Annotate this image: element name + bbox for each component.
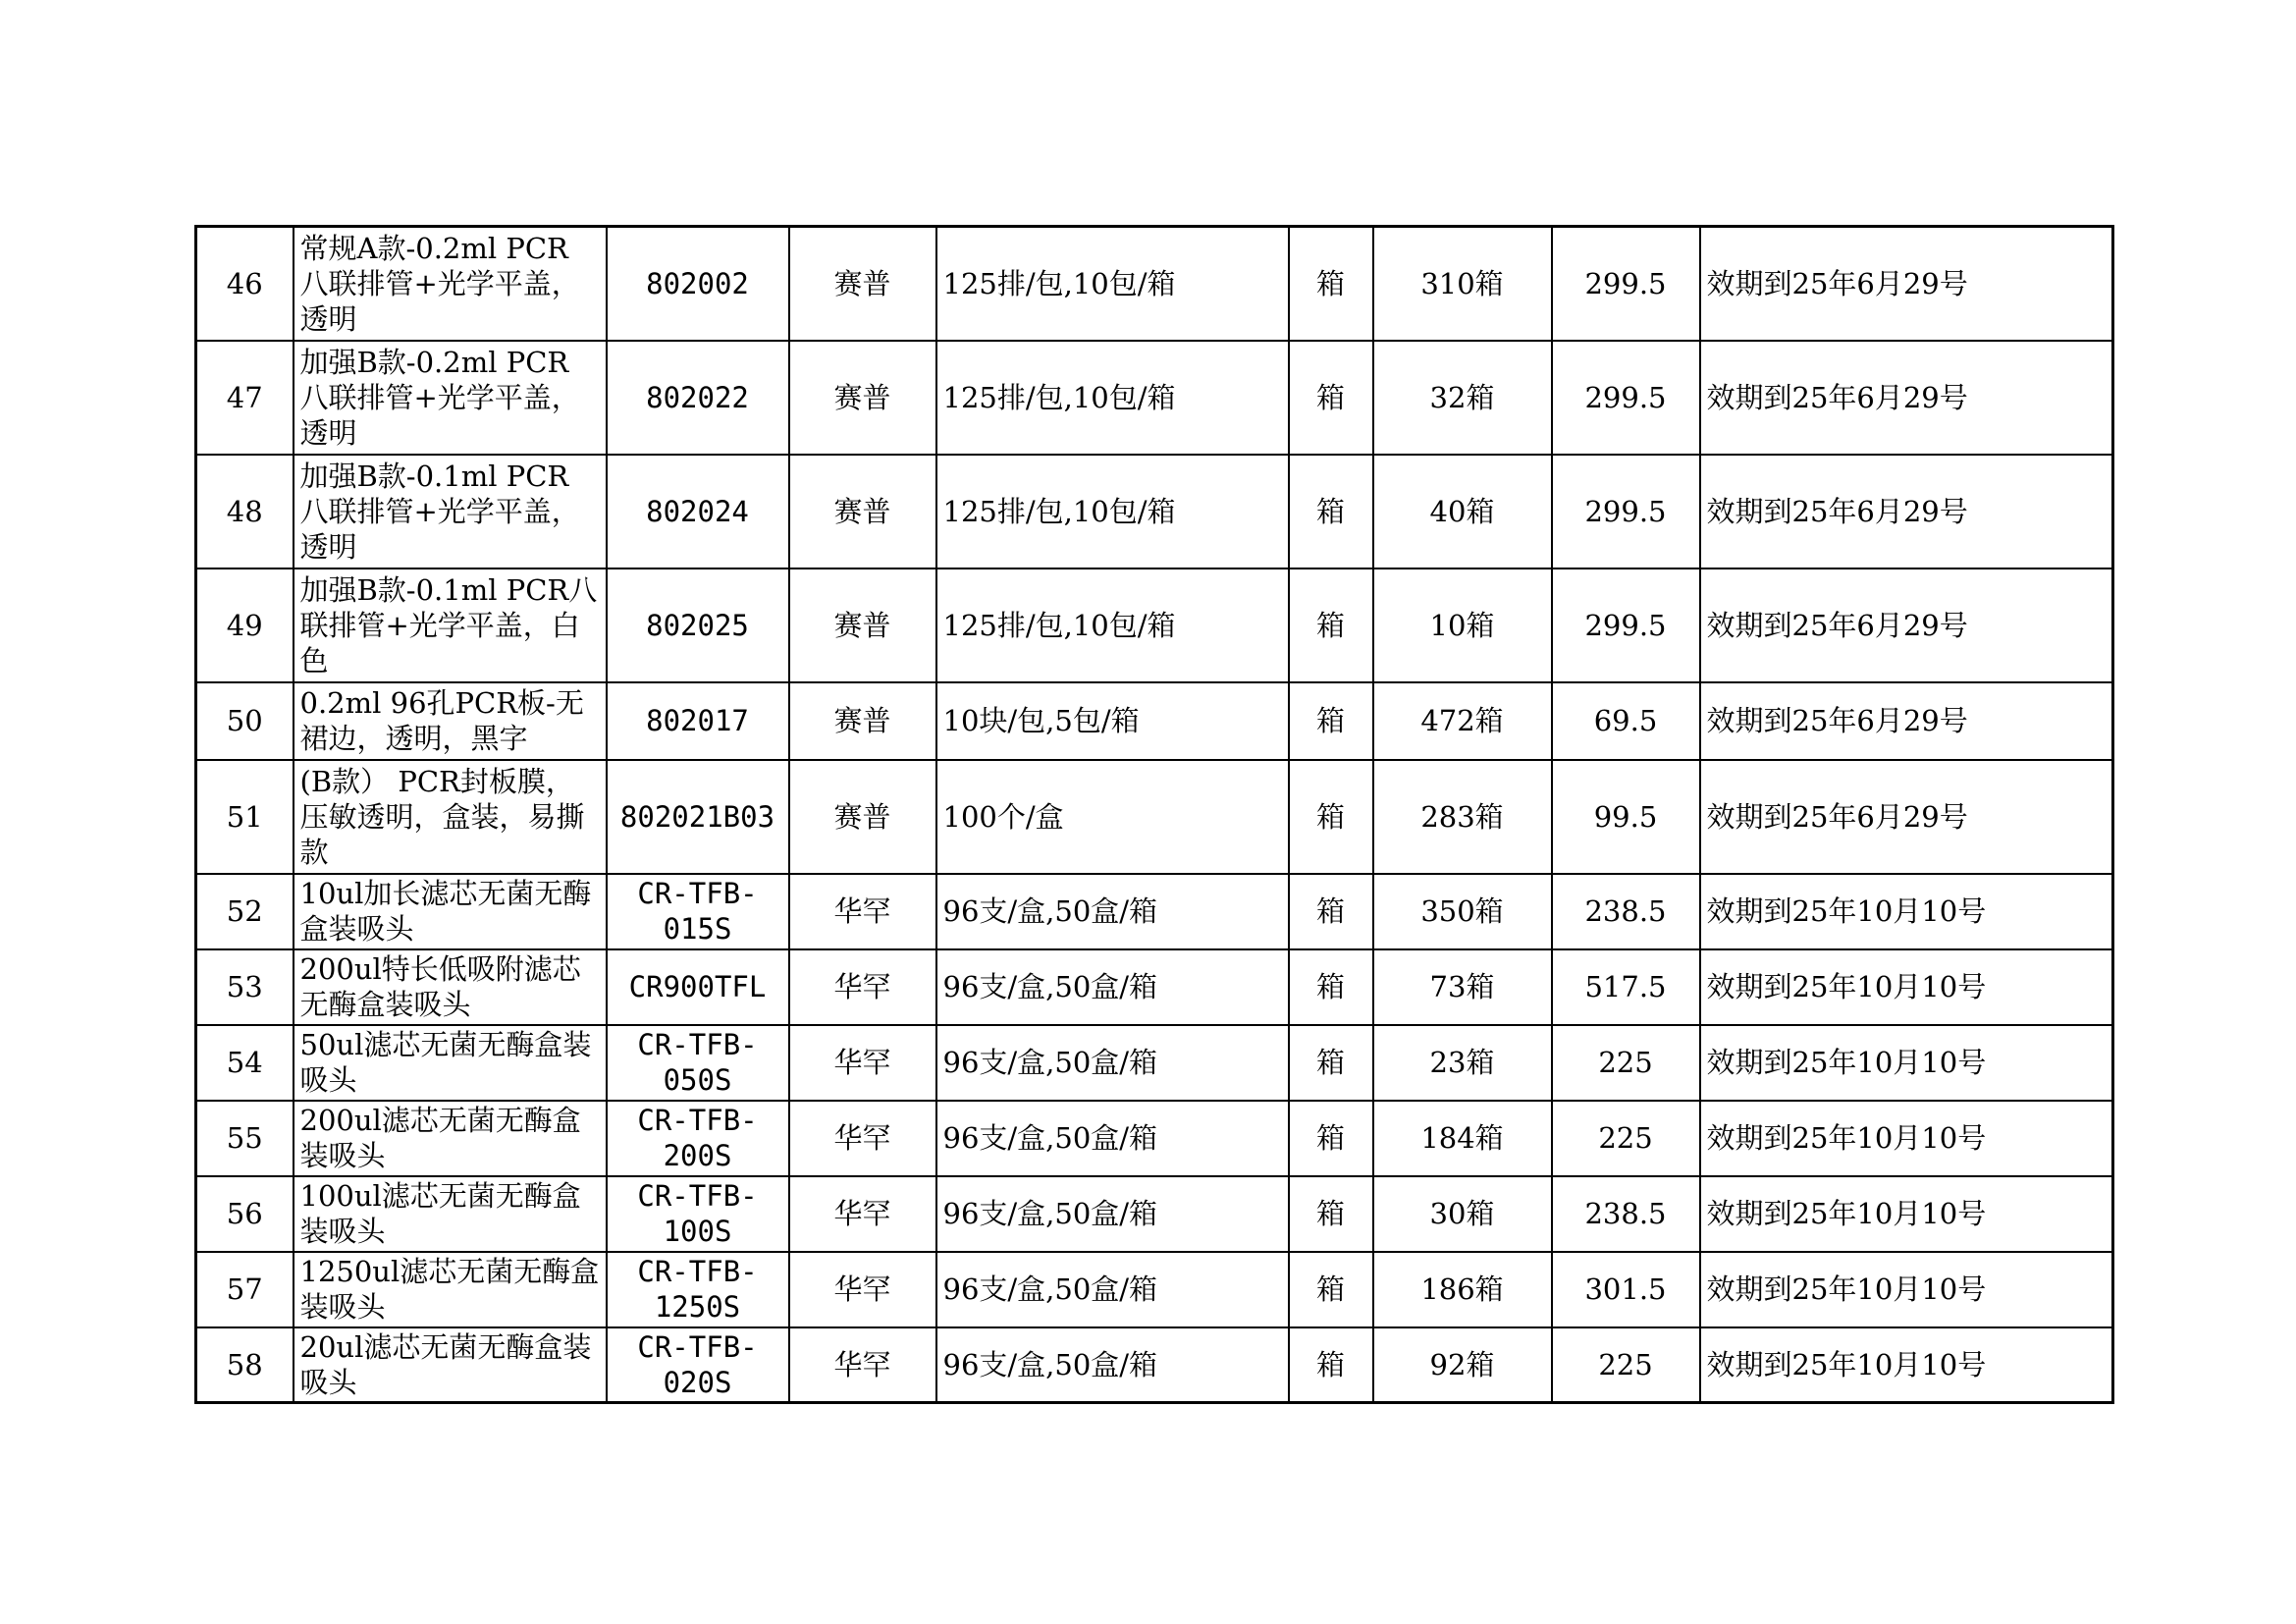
price: 299.5 xyxy=(1552,227,1700,341)
unit: 箱 xyxy=(1289,341,1373,455)
unit: 箱 xyxy=(1289,760,1373,874)
row-number: 55 xyxy=(196,1101,294,1176)
product-code: 802024 xyxy=(607,455,789,568)
price: 299.5 xyxy=(1552,341,1700,455)
row-number: 50 xyxy=(196,682,294,760)
product-name: (B款） PCR封板膜，压敏透明，盒装，易撕款 xyxy=(294,760,607,874)
product-name: 加强B款-0.2ml PCR 八联排管+光学平盖，透明 xyxy=(294,341,607,455)
brand: 赛普 xyxy=(789,682,936,760)
brand: 赛普 xyxy=(789,341,936,455)
product-name: 100ul滤芯无菌无酶盒装吸头 xyxy=(294,1176,607,1252)
expiry-note: 效期到25年6月29号 xyxy=(1700,455,2113,568)
product-code: CR-TFB-050S xyxy=(607,1025,789,1101)
product-name: 200ul特长低吸附滤芯无酶盒装吸头 xyxy=(294,949,607,1025)
packaging-spec: 10块/包,5包/箱 xyxy=(936,682,1289,760)
quantity: 92箱 xyxy=(1373,1327,1552,1403)
row-number: 52 xyxy=(196,874,294,949)
table-row xyxy=(196,760,2113,874)
unit: 箱 xyxy=(1289,455,1373,568)
expiry-note: 效期到25年10月10号 xyxy=(1700,1327,2113,1403)
packaging-spec: 96支/盒,50盒/箱 xyxy=(936,1025,1289,1101)
quantity: 283箱 xyxy=(1373,760,1552,874)
product-name: 加强B款-0.1ml PCR八联排管+光学平盖，白色 xyxy=(294,568,607,682)
product-name: 常规A款-0.2ml PCR 八联排管+光学平盖，透明 xyxy=(294,227,607,341)
row-number: 46 xyxy=(196,227,294,341)
row-number: 53 xyxy=(196,949,294,1025)
product-code: CR-TFB-1250S xyxy=(607,1252,789,1327)
table-row xyxy=(196,568,2113,682)
price: 238.5 xyxy=(1552,1176,1700,1252)
price: 517.5 xyxy=(1552,949,1700,1025)
product-code: 802021B03 xyxy=(607,760,789,874)
row-number: 54 xyxy=(196,1025,294,1101)
price: 225 xyxy=(1552,1327,1700,1403)
unit: 箱 xyxy=(1289,1025,1373,1101)
brand: 华罕 xyxy=(789,1101,936,1176)
unit: 箱 xyxy=(1289,682,1373,760)
product-code: 802002 xyxy=(607,227,789,341)
packaging-spec: 125排/包,10包/箱 xyxy=(936,568,1289,682)
quantity: 350箱 xyxy=(1373,874,1552,949)
unit: 箱 xyxy=(1289,1101,1373,1176)
product-name: 1250ul滤芯无菌无酶盒装吸头 xyxy=(294,1252,607,1327)
brand: 华罕 xyxy=(789,1176,936,1252)
product-code: CR900TFL xyxy=(607,949,789,1025)
packaging-spec: 125排/包,10包/箱 xyxy=(936,227,1289,341)
table-row xyxy=(196,1101,2113,1176)
table-row xyxy=(196,1025,2113,1101)
row-number: 51 xyxy=(196,760,294,874)
table-row xyxy=(196,341,2113,455)
quantity: 30箱 xyxy=(1373,1176,1552,1252)
unit: 箱 xyxy=(1289,1327,1373,1403)
expiry-note: 效期到25年10月10号 xyxy=(1700,1101,2113,1176)
expiry-note: 效期到25年6月29号 xyxy=(1700,341,2113,455)
product-code: 802022 xyxy=(607,341,789,455)
expiry-note: 效期到25年6月29号 xyxy=(1700,760,2113,874)
unit: 箱 xyxy=(1289,1252,1373,1327)
packaging-spec: 96支/盒,50盒/箱 xyxy=(936,874,1289,949)
quantity: 472箱 xyxy=(1373,682,1552,760)
price: 69.5 xyxy=(1552,682,1700,760)
packaging-spec: 96支/盒,50盒/箱 xyxy=(936,1327,1289,1403)
expiry-note: 效期到25年6月29号 xyxy=(1700,227,2113,341)
product-name: 10ul加长滤芯无菌无酶盒装吸头 xyxy=(294,874,607,949)
price: 299.5 xyxy=(1552,455,1700,568)
packaging-spec: 96支/盒,50盒/箱 xyxy=(936,1101,1289,1176)
table-row xyxy=(196,949,2113,1025)
expiry-note: 效期到25年10月10号 xyxy=(1700,1252,2113,1327)
quantity: 32箱 xyxy=(1373,341,1552,455)
quantity: 310箱 xyxy=(1373,227,1552,341)
table-row xyxy=(196,227,2113,341)
unit: 箱 xyxy=(1289,949,1373,1025)
unit: 箱 xyxy=(1289,874,1373,949)
table-row xyxy=(196,874,2113,949)
brand: 赛普 xyxy=(789,227,936,341)
expiry-note: 效期到25年10月10号 xyxy=(1700,1025,2113,1101)
product-name: 加强B款-0.1ml PCR 八联排管+光学平盖，透明 xyxy=(294,455,607,568)
unit: 箱 xyxy=(1289,227,1373,341)
product-code: 802017 xyxy=(607,682,789,760)
row-number: 57 xyxy=(196,1252,294,1327)
brand: 华罕 xyxy=(789,1025,936,1101)
quantity: 40箱 xyxy=(1373,455,1552,568)
product-code: CR-TFB-100S xyxy=(607,1176,789,1252)
product-name: 50ul滤芯无菌无酶盒装吸头 xyxy=(294,1025,607,1101)
table-row xyxy=(196,682,2113,760)
product-code: CR-TFB-015S xyxy=(607,874,789,949)
unit: 箱 xyxy=(1289,568,1373,682)
inventory-table xyxy=(194,225,2114,1404)
product-code: 802025 xyxy=(607,568,789,682)
expiry-note: 效期到25年10月10号 xyxy=(1700,1176,2113,1252)
table-row xyxy=(196,1327,2113,1403)
packaging-spec: 125排/包,10包/箱 xyxy=(936,341,1289,455)
expiry-note: 效期到25年6月29号 xyxy=(1700,682,2113,760)
product-code: CR-TFB-200S xyxy=(607,1101,789,1176)
packaging-spec: 125排/包,10包/箱 xyxy=(936,455,1289,568)
brand: 华罕 xyxy=(789,874,936,949)
expiry-note: 效期到25年10月10号 xyxy=(1700,874,2113,949)
table-row xyxy=(196,455,2113,568)
price: 225 xyxy=(1552,1101,1700,1176)
price: 225 xyxy=(1552,1025,1700,1101)
brand: 赛普 xyxy=(789,455,936,568)
table-row xyxy=(196,1176,2113,1252)
packaging-spec: 96支/盒,50盒/箱 xyxy=(936,1252,1289,1327)
quantity: 10箱 xyxy=(1373,568,1552,682)
product-name: 200ul滤芯无菌无酶盒装吸头 xyxy=(294,1101,607,1176)
unit: 箱 xyxy=(1289,1176,1373,1252)
row-number: 47 xyxy=(196,341,294,455)
quantity: 184箱 xyxy=(1373,1101,1552,1176)
packaging-spec: 96支/盒,50盒/箱 xyxy=(936,1176,1289,1252)
price: 238.5 xyxy=(1552,874,1700,949)
quantity: 73箱 xyxy=(1373,949,1552,1025)
row-number: 56 xyxy=(196,1176,294,1252)
packaging-spec: 96支/盒,50盒/箱 xyxy=(936,949,1289,1025)
quantity: 23箱 xyxy=(1373,1025,1552,1101)
price: 299.5 xyxy=(1552,568,1700,682)
brand: 赛普 xyxy=(789,760,936,874)
price: 99.5 xyxy=(1552,760,1700,874)
price: 301.5 xyxy=(1552,1252,1700,1327)
quantity: 186箱 xyxy=(1373,1252,1552,1327)
product-name: 0.2ml 96孔PCR板-无裙边，透明，黑字 xyxy=(294,682,607,760)
packaging-spec: 100个/盒 xyxy=(936,760,1289,874)
brand: 华罕 xyxy=(789,1252,936,1327)
table-row xyxy=(196,1252,2113,1327)
row-number: 48 xyxy=(196,455,294,568)
expiry-note: 效期到25年10月10号 xyxy=(1700,949,2113,1025)
expiry-note: 效期到25年6月29号 xyxy=(1700,568,2113,682)
row-number: 49 xyxy=(196,568,294,682)
product-name: 20ul滤芯无菌无酶盒装吸头 xyxy=(294,1327,607,1403)
row-number: 58 xyxy=(196,1327,294,1403)
brand: 华罕 xyxy=(789,949,936,1025)
brand: 赛普 xyxy=(789,568,936,682)
brand: 华罕 xyxy=(789,1327,936,1403)
product-code: CR-TFB-020S xyxy=(607,1327,789,1403)
